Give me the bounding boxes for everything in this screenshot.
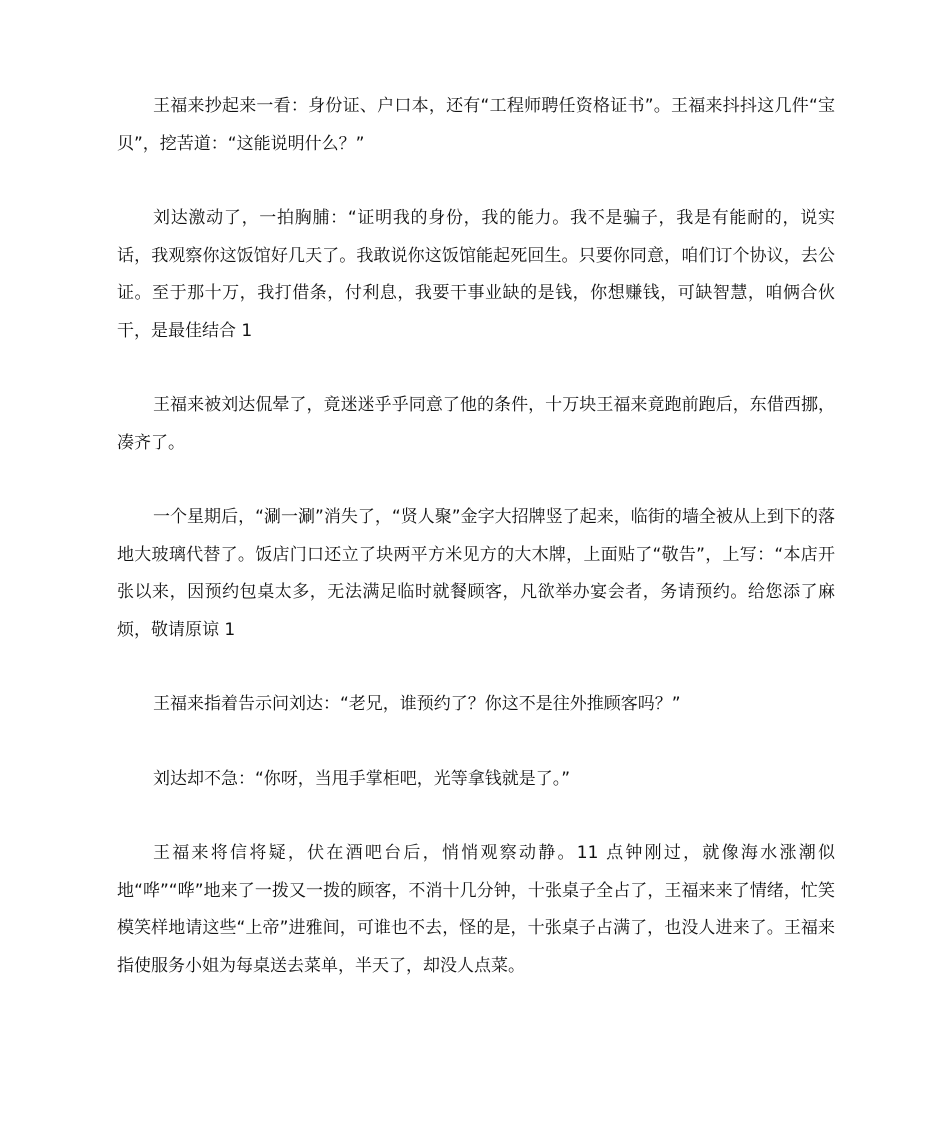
document-body xyxy=(117,88,835,985)
paragraph: 王福来指着告示问刘达：“老兄，谁预约了？你这不是往外推顾客吗？” xyxy=(153,694,681,714)
paragraph: 王福来将信将疑，伏在酒吧台后，悄悄观察动静。11 点钟刚过，就像海水涨潮似地“哗”“哗”地来了一拨又一拨的顾客，不消十几分钟，十张桌子全占了，王福来来了情绪，忙笑模笑样地请这些“上帝”进雅间，可谁也不去，怪的是，十张桌子占满了，也没人进来了。王福来指使服务小姐为每桌送去菜单，半天了，却没人点菜。 xyxy=(117,843,835,976)
paragraph: 王福来被刘达侃晕了，竟迷迷乎乎同意了他的条件，十万块王福来竟跑前跑后，东借西挪，凑齐了。 xyxy=(117,395,835,453)
paragraph: 王福来抄起来一看：身份证、户口本，还有“工程师聘任资格证书”。王福来抖抖这几件“宝贝”，挖苦道：“这能说明什么？” xyxy=(117,96,835,154)
paragraph: 一个星期后，“涮一涮”消失了，“贤人聚”金字大招牌竖了起来，临街的墙全被从上到下的落地大玻璃代替了。饭店门口还立了块两平方米见方的大木牌，上面贴了“敬告”，上写：“本店开张以来，因预约包桌太多，无法满足临时就餐顾客，凡欲举办宴会者，务请预约。给您添了麻烦，敬请原谅 1 xyxy=(117,507,835,640)
paragraph: 刘达激动了，一拍胸脯：“证明我的身份，我的能力。我不是骗子，我是有能耐的，说实话，我观察你这饭馆好几天了。我敢说你这饭馆能起死回生。只要你同意，咱们订个协议，去公证。至于那十万，我打借条，付利息，我要干事业缺的是钱，你想赚钱，可缺智慧，咱俩合伙干，是最佳结合 1 xyxy=(117,208,835,341)
paragraph: 刘达却不急：“你呀，当甩手掌柜吧，光等拿钱就是了。” xyxy=(153,768,571,789)
